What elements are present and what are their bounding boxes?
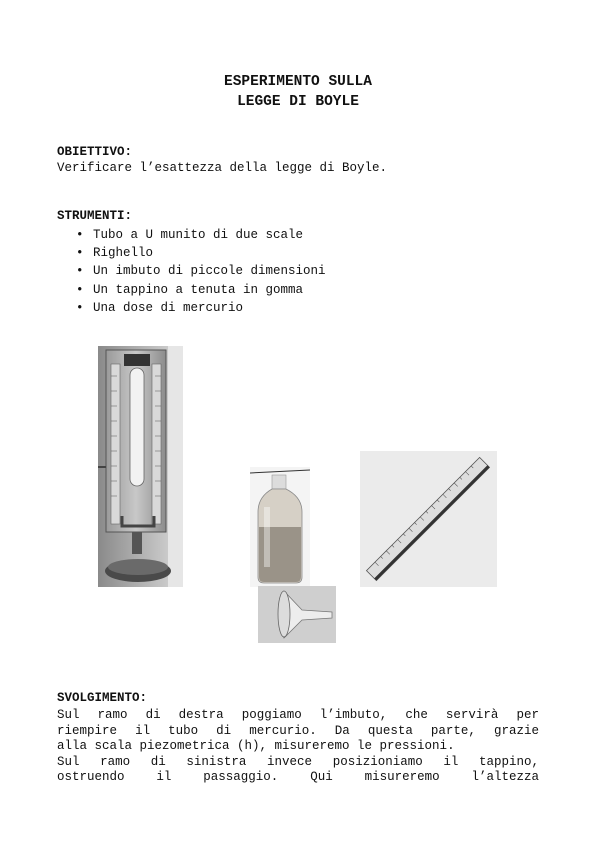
ruler-photo (360, 451, 497, 587)
tools-list-item: • Righello (57, 244, 326, 262)
bullet-icon: • (76, 228, 84, 242)
tools-list-item: • Tubo a U munito di due scale (57, 226, 326, 244)
procedure-heading: SVOLGIMENTO: (57, 691, 148, 705)
tools-list-item: • Un tappino a tenuta in gomma (57, 281, 326, 299)
title-line-2: LEGGE DI BOYLE (237, 94, 359, 110)
objective-text: Verificare l’esattezza della legge di Boyle. (57, 161, 388, 175)
procedure-line: Sul ramo di destra poggiamo l’imbuto, che servirà per (57, 708, 539, 722)
mercury-bottle-photo (250, 467, 310, 587)
document-title (0, 72, 596, 112)
title-line-1: ESPERIMENTO SULLA (224, 74, 372, 90)
procedure-line: riempire il tubo di mercurio. Da questa parte, grazie (57, 723, 539, 738)
procedure-text (57, 708, 539, 786)
u-tube-apparatus-photo (98, 346, 183, 587)
bullet-icon: • (76, 264, 84, 279)
bullet-icon: • (76, 282, 84, 297)
funnel-photo (258, 586, 336, 643)
tools-list-item: • Una dose di mercurio (57, 299, 326, 317)
tools-heading: STRUMENTI: (57, 209, 133, 223)
bullet-icon: • (76, 300, 84, 315)
bullet-icon: • (76, 246, 84, 261)
procedure-line: ostruendo il passaggio. Qui misureremo l’altezza (57, 770, 539, 784)
procedure-line: alla scala piezometrica (h), misureremo le pressioni. (57, 739, 455, 753)
tools-list (57, 226, 326, 317)
procedure-line: Sul ramo di sinistra invece posizioniamo il tappino, (57, 754, 539, 769)
tools-list-item: • Un imbuto di piccole dimensioni (57, 262, 326, 280)
objective-heading: OBIETTIVO: (57, 145, 133, 159)
